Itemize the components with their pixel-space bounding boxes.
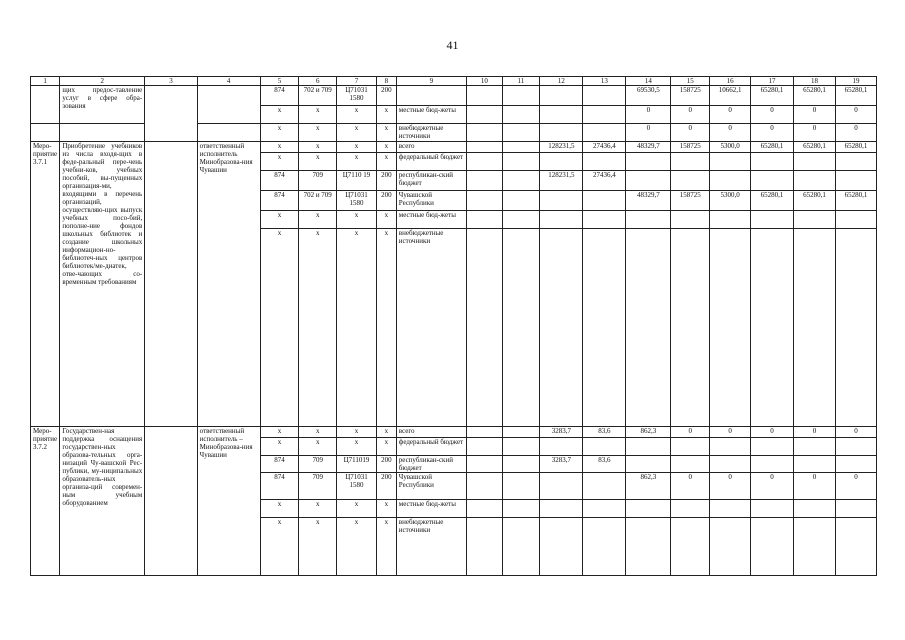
- cell: х: [337, 153, 377, 171]
- cell: [583, 191, 626, 211]
- cell: [467, 106, 503, 124]
- cell: [583, 153, 626, 171]
- column-number: 7: [337, 77, 377, 86]
- cell: [467, 438, 503, 456]
- cell: 0: [751, 106, 794, 124]
- cell: 0: [751, 427, 794, 438]
- measure-label-cell: Меро-приятие 3.7.1: [31, 142, 60, 427]
- cell: [794, 500, 836, 518]
- cell: [751, 171, 794, 191]
- cell: х: [260, 229, 299, 427]
- cell: [751, 229, 794, 427]
- cell: [467, 124, 503, 142]
- cell: 5300,0: [710, 142, 751, 153]
- cell: внебюджетные источники: [396, 229, 466, 427]
- cell: 0: [710, 124, 751, 142]
- cell: [794, 211, 836, 229]
- cell: 69530,5: [626, 86, 671, 106]
- cell: [710, 153, 751, 171]
- cell: х: [260, 106, 299, 124]
- cell: [794, 171, 836, 191]
- cell: х: [376, 500, 396, 518]
- cell: 709: [299, 171, 337, 191]
- cell: [835, 456, 876, 473]
- cell: всего: [396, 142, 466, 153]
- cell: 65280,1: [835, 86, 876, 106]
- cell: х: [299, 142, 337, 153]
- column-number: 19: [835, 77, 876, 86]
- cell: 10662,1: [710, 86, 751, 106]
- cell: х: [299, 229, 337, 427]
- cell: х: [337, 142, 377, 153]
- cell: [835, 229, 876, 427]
- cell: 48329,7: [626, 142, 671, 153]
- cell: [467, 153, 503, 171]
- cell: х: [299, 106, 337, 124]
- cell: [502, 427, 540, 438]
- cell: 200: [376, 191, 396, 211]
- cell: х: [376, 427, 396, 438]
- cell: х: [337, 229, 377, 427]
- cell: [467, 171, 503, 191]
- cell: [583, 518, 626, 576]
- cell: 65280,1: [751, 142, 794, 153]
- cell: [467, 229, 503, 427]
- cell: [502, 456, 540, 473]
- cell: [502, 473, 540, 500]
- cell: х: [260, 124, 299, 142]
- table-row: [31, 142, 877, 153]
- cell: х: [376, 153, 396, 171]
- cell: [794, 229, 836, 427]
- cell: [540, 518, 583, 576]
- cell: 0: [671, 473, 710, 500]
- cell: х: [299, 153, 337, 171]
- cell: [540, 86, 583, 106]
- column-number: 15: [671, 77, 710, 86]
- cell: 874: [260, 473, 299, 500]
- cell: х: [376, 142, 396, 153]
- column-number: 1: [31, 77, 60, 86]
- cell: 709: [299, 456, 337, 473]
- cell: [751, 456, 794, 473]
- cell: х: [260, 500, 299, 518]
- cell: [540, 124, 583, 142]
- cell: 862,3: [626, 473, 671, 500]
- page-number: 41: [446, 38, 459, 52]
- cell: [626, 500, 671, 518]
- cell: [502, 106, 540, 124]
- cell: х: [299, 438, 337, 456]
- cell: [502, 191, 540, 211]
- cell: 65280,1: [835, 142, 876, 153]
- cell: [583, 473, 626, 500]
- cell: [583, 438, 626, 456]
- cell: 27436,4: [583, 142, 626, 153]
- cell: [502, 171, 540, 191]
- cell: 874: [260, 86, 299, 106]
- cell: внебюджетные источники: [396, 124, 466, 142]
- cell: 65280,1: [794, 142, 836, 153]
- column-number: 14: [626, 77, 671, 86]
- cell: Ц71031 1580: [337, 86, 377, 106]
- cell: Чувашской Республики: [396, 191, 466, 211]
- cell: 0: [835, 124, 876, 142]
- cell: [626, 438, 671, 456]
- measure-label-cell: Меро-приятие 3.7.2: [31, 427, 60, 576]
- column-number: 3: [145, 77, 197, 86]
- column-number: 18: [794, 77, 836, 86]
- cell: [835, 518, 876, 576]
- cell: х: [337, 124, 377, 142]
- cell: х: [260, 518, 299, 576]
- cell: [671, 438, 710, 456]
- column-number: 2: [60, 77, 145, 86]
- cell: 0: [671, 106, 710, 124]
- column-number: 16: [710, 77, 751, 86]
- cell: [502, 229, 540, 427]
- cell: х: [337, 106, 377, 124]
- cell: [626, 153, 671, 171]
- cell: [502, 124, 540, 142]
- cell: [751, 153, 794, 171]
- cell: [197, 86, 260, 124]
- cell: [626, 211, 671, 229]
- cell: республикан-ский бюджет: [396, 456, 466, 473]
- cell: внебюджетные источники: [396, 518, 466, 576]
- cell: 200: [376, 473, 396, 500]
- cell: [583, 500, 626, 518]
- cell: х: [260, 211, 299, 229]
- activity-name-cell: щих предос-тавление услуг в сфере обра-зования: [60, 86, 145, 124]
- cell: [467, 142, 503, 153]
- cell: 48329,7: [626, 191, 671, 211]
- cell: [540, 106, 583, 124]
- column-number: 11: [502, 77, 540, 86]
- cell: 65280,1: [794, 86, 836, 106]
- executor-cell: ответственный исполнитель – Минобразова-ния Чувашии: [197, 427, 260, 576]
- cell: х: [337, 500, 377, 518]
- cell: [751, 518, 794, 576]
- cell: 709: [299, 473, 337, 500]
- cell: [467, 191, 503, 211]
- cell: х: [376, 229, 396, 427]
- cell: [502, 153, 540, 171]
- cell: х: [376, 518, 396, 576]
- cell: х: [260, 142, 299, 153]
- cell: [502, 211, 540, 229]
- cell: [710, 438, 751, 456]
- cell: 0: [671, 427, 710, 438]
- cell: х: [337, 438, 377, 456]
- cell: [671, 518, 710, 576]
- cell: [671, 229, 710, 427]
- cell: х: [299, 500, 337, 518]
- cell: 65280,1: [751, 191, 794, 211]
- cell: х: [299, 211, 337, 229]
- cell: [751, 500, 794, 518]
- cell: х: [337, 211, 377, 229]
- cell: х: [260, 438, 299, 456]
- cell: [835, 438, 876, 456]
- cell: 0: [794, 427, 836, 438]
- cell: [540, 473, 583, 500]
- cell: 0: [794, 124, 836, 142]
- cell: [835, 153, 876, 171]
- cell: [583, 124, 626, 142]
- cell: 5300,0: [710, 191, 751, 211]
- cell: х: [260, 427, 299, 438]
- cell: 200: [376, 456, 396, 473]
- cell: 128231,5: [540, 171, 583, 191]
- cell: [502, 518, 540, 576]
- cell: х: [299, 124, 337, 142]
- cell: 874: [260, 456, 299, 473]
- cell: 0: [751, 473, 794, 500]
- budget-table: [30, 76, 877, 576]
- cell: 0: [710, 427, 751, 438]
- column-number: 10: [467, 77, 503, 86]
- cell: 0: [671, 124, 710, 142]
- cell: [467, 473, 503, 500]
- cell: [540, 153, 583, 171]
- cell: [626, 171, 671, 191]
- cell: [626, 518, 671, 576]
- cell: [502, 142, 540, 153]
- cell: 862,3: [626, 427, 671, 438]
- cell: [583, 229, 626, 427]
- cell: [835, 211, 876, 229]
- cell: Ц711019: [337, 456, 377, 473]
- cell: 874: [260, 191, 299, 211]
- cell: 65280,1: [835, 191, 876, 211]
- cell: местные бюд-жеты: [396, 106, 466, 124]
- cell: [671, 153, 710, 171]
- cell: [710, 171, 751, 191]
- cell: [835, 171, 876, 191]
- cell: 0: [626, 106, 671, 124]
- cell: 128231,5: [540, 142, 583, 153]
- cell: 3283,7: [540, 456, 583, 473]
- cell: Ц7110 19: [337, 171, 377, 191]
- cell: 65280,1: [794, 191, 836, 211]
- cell: [671, 211, 710, 229]
- cell: 702 и 709: [299, 191, 337, 211]
- cell: 0: [710, 106, 751, 124]
- cell: 200: [376, 171, 396, 191]
- cell: [540, 229, 583, 427]
- cell: [396, 86, 466, 106]
- cell: [197, 124, 260, 142]
- cell: х: [337, 427, 377, 438]
- cell: [540, 438, 583, 456]
- cell: 158725: [671, 86, 710, 106]
- column-number: 6: [299, 77, 337, 86]
- cell: [794, 456, 836, 473]
- cell: 0: [626, 124, 671, 142]
- cell: [467, 427, 503, 438]
- cell: х: [376, 211, 396, 229]
- cell: [31, 124, 60, 142]
- cell: 158725: [671, 142, 710, 153]
- cell: 0: [835, 427, 876, 438]
- activity-name-cell: Государствен-ная поддержка оснащения государствен-ных образова-тельных орга-низаций Чу-вашской Рес-публики, му-ниципальных образователь-ных организа-ций современ-ным учебным оборудованием: [60, 427, 145, 576]
- cell: 3283,7: [540, 427, 583, 438]
- cell: всего: [396, 427, 466, 438]
- cell: [794, 438, 836, 456]
- cell: [583, 86, 626, 106]
- column-number: 13: [583, 77, 626, 86]
- cell: Ц71031 1580: [337, 191, 377, 211]
- cell: [751, 211, 794, 229]
- cell: 158725: [671, 191, 710, 211]
- cell: [626, 229, 671, 427]
- cell: [671, 456, 710, 473]
- cell: 0: [710, 473, 751, 500]
- cell: [626, 456, 671, 473]
- cell: [671, 171, 710, 191]
- cell: [751, 438, 794, 456]
- column-number: 5: [260, 77, 299, 86]
- cell: х: [337, 518, 377, 576]
- cell: [60, 124, 145, 142]
- cell: 874: [260, 171, 299, 191]
- cell: х: [376, 106, 396, 124]
- cell: Ц71031 1580: [337, 473, 377, 500]
- cell: 27436,4: [583, 171, 626, 191]
- cell: х: [376, 124, 396, 142]
- cell: [540, 211, 583, 229]
- cell: [671, 500, 710, 518]
- table-row: [31, 427, 877, 438]
- cell: [794, 153, 836, 171]
- table-row: [31, 86, 877, 106]
- cell: х: [260, 153, 299, 171]
- cell: [145, 86, 197, 142]
- cell: х: [376, 438, 396, 456]
- cell: х: [299, 518, 337, 576]
- column-number: 8: [376, 77, 396, 86]
- cell: [540, 500, 583, 518]
- cell: 200: [376, 86, 396, 106]
- cell: [467, 500, 503, 518]
- cell: 0: [751, 124, 794, 142]
- cell: [540, 191, 583, 211]
- cell: [31, 86, 60, 124]
- cell: [467, 211, 503, 229]
- cell: местные бюд-жеты: [396, 211, 466, 229]
- cell: [467, 518, 503, 576]
- cell: 0: [835, 473, 876, 500]
- cell: х: [299, 427, 337, 438]
- cell: 83,6: [583, 427, 626, 438]
- cell: [583, 211, 626, 229]
- cell: [710, 211, 751, 229]
- cell: [467, 86, 503, 106]
- cell: [710, 229, 751, 427]
- cell: местные бюд-жеты: [396, 500, 466, 518]
- activity-name-cell: Приобретение учебников из числа входя-щих в феде-ральный пере-чень учебни-ков, учебных пособий, вы-пущенных организация-ми, входящими в перечень организаций, осуществляю-щих выпуск учебных посо-бий, пополне-ние фондов школьных библиотек и создание школьных информацион-но-библиотеч-ных центров библиотек/ме-диатек, отве-чающих со-временным требованиям: [60, 142, 145, 427]
- cell: 65280,1: [751, 86, 794, 106]
- cell: [502, 86, 540, 106]
- cell: [145, 142, 197, 427]
- cell: [502, 438, 540, 456]
- cell: [794, 518, 836, 576]
- cell: 702 и 709: [299, 86, 337, 106]
- cell: 0: [794, 106, 836, 124]
- column-numbers-row: [31, 77, 877, 86]
- cell: [710, 518, 751, 576]
- cell: федеральный бюджет: [396, 438, 466, 456]
- cell: 0: [835, 106, 876, 124]
- column-number: 17: [751, 77, 794, 86]
- executor-cell: ответственный исполнитель Минобразова-ния Чувашии: [197, 142, 260, 427]
- cell: [710, 500, 751, 518]
- cell: [835, 500, 876, 518]
- cell: [710, 456, 751, 473]
- cell: Чувашской Республики: [396, 473, 466, 500]
- cell: 0: [794, 473, 836, 500]
- cell: [145, 427, 197, 576]
- cell: [467, 456, 503, 473]
- cell: республикан-ский бюджет: [396, 171, 466, 191]
- column-number: 4: [197, 77, 260, 86]
- cell: 83,6: [583, 456, 626, 473]
- cell: [502, 500, 540, 518]
- cell: [583, 106, 626, 124]
- column-number: 9: [396, 77, 466, 86]
- cell: федеральный бюджет: [396, 153, 466, 171]
- column-number: 12: [540, 77, 583, 86]
